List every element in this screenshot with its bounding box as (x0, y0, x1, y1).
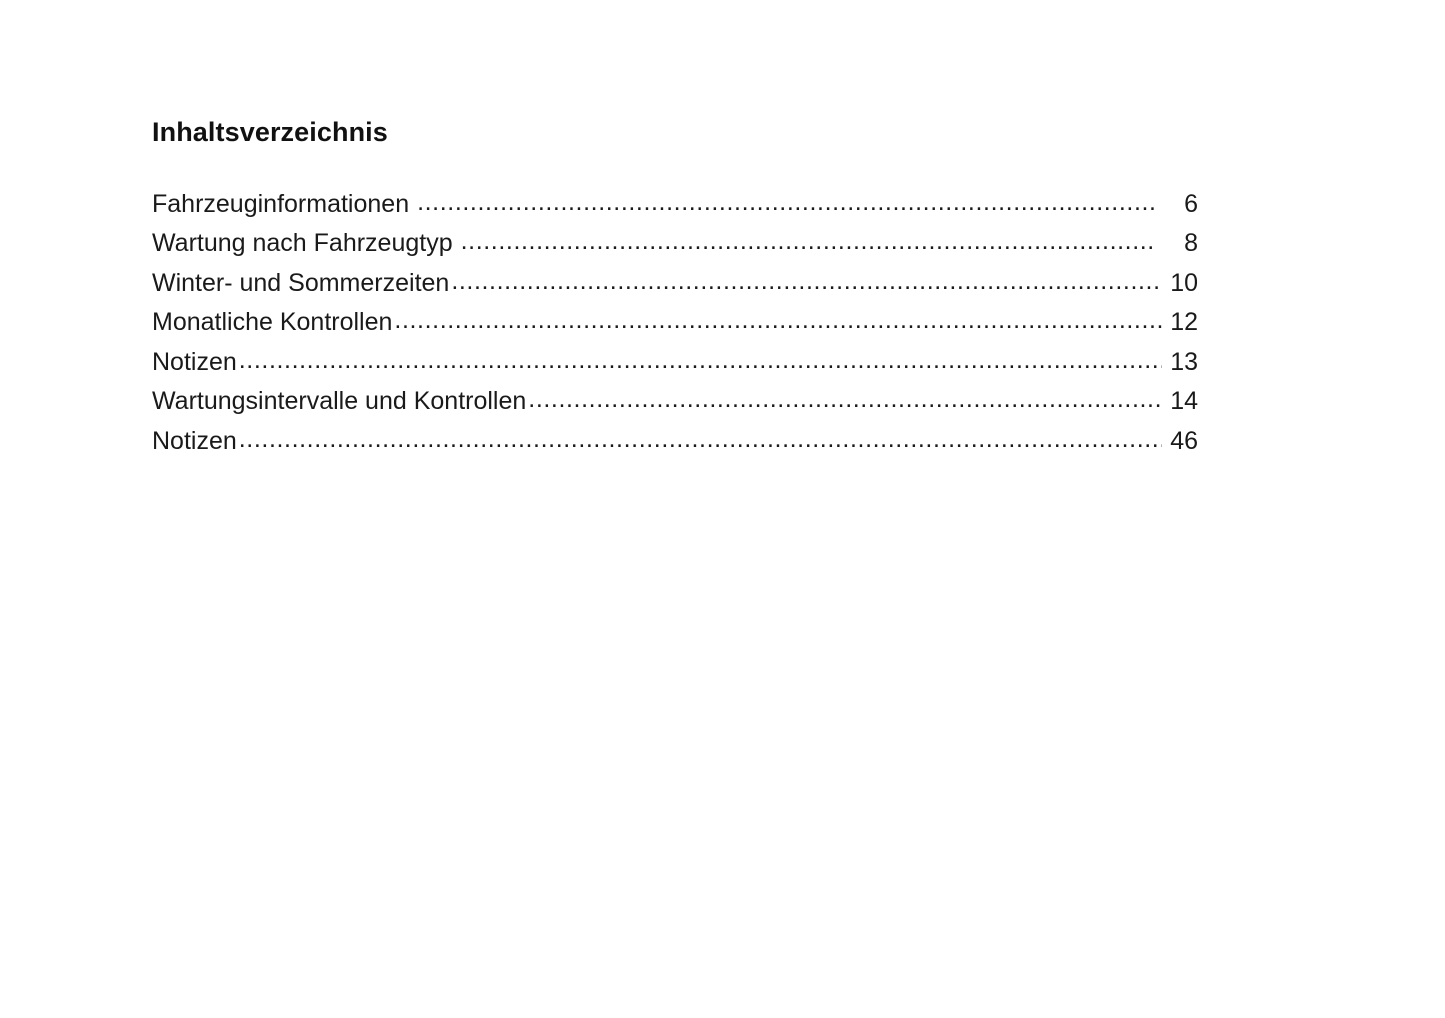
toc-entry-label: Wartung nach Fahrzeugtyp (152, 229, 453, 258)
table-of-contents (152, 118, 1198, 454)
toc-leader-dots (528, 389, 1162, 414)
toc-entry[interactable] (152, 231, 1198, 256)
toc-entry-label: Wartungsintervalle und Kontrollen (152, 387, 527, 416)
toc-entry-page: 8 (1184, 229, 1198, 258)
toc-entry-label: Winter- und Sommerzeiten (152, 268, 450, 297)
toc-leader-dots (451, 271, 1162, 296)
toc-leader-dots (417, 192, 1156, 217)
toc-leader-dots (394, 310, 1162, 335)
toc-entry[interactable] (152, 268, 1198, 297)
toc-leader-dots (239, 350, 1162, 375)
toc-entry-page: 12 (1170, 308, 1198, 337)
toc-entry-label: Fahrzeuginformationen (152, 189, 410, 218)
toc-entry[interactable] (152, 426, 1198, 455)
toc-entry[interactable] (152, 389, 1198, 414)
toc-entry-page: 46 (1170, 426, 1198, 455)
page-title: Inhaltsverzeichnis (152, 117, 388, 147)
toc-leader-dots (239, 429, 1162, 454)
toc-entry[interactable] (152, 189, 1198, 218)
toc-entry-label: Notizen (152, 426, 237, 455)
toc-entry[interactable] (152, 347, 1198, 376)
toc-entry-page: 14 (1170, 387, 1198, 416)
toc-entry-page: 6 (1184, 189, 1198, 218)
toc-entry-label: Monatliche Kontrollen (152, 308, 393, 337)
toc-leader-dots (461, 231, 1156, 256)
toc-list (152, 189, 1198, 455)
toc-entry-page: 13 (1170, 347, 1198, 376)
toc-entry-page: 10 (1170, 268, 1198, 297)
toc-entry[interactable] (152, 310, 1198, 335)
toc-entry-label: Notizen (152, 347, 237, 376)
